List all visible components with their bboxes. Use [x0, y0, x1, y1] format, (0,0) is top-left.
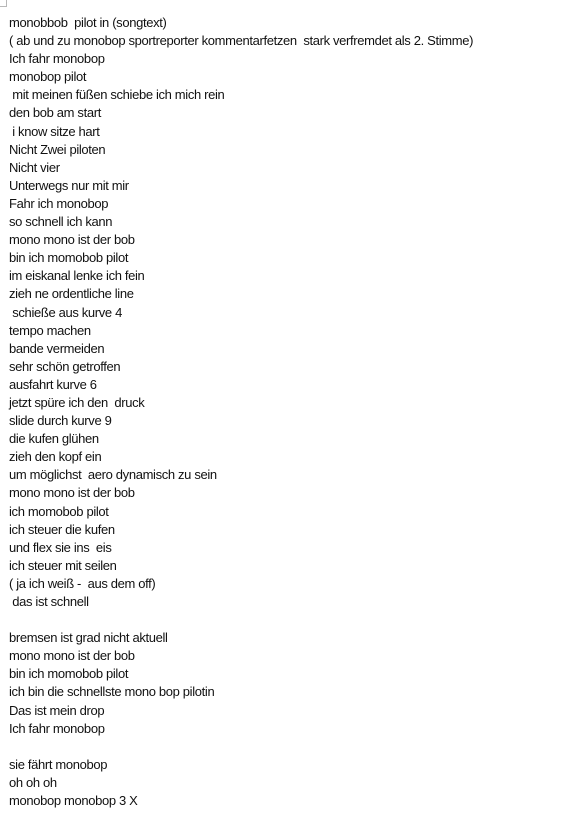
text-line: Ich fahr monobop	[9, 51, 105, 67]
text-line: sehr schön getroffen	[9, 358, 121, 374]
text-line: Ich fahr monobop	[9, 720, 105, 736]
text-line: ( ja ich weiß - aus dem off)	[9, 575, 156, 591]
lyrics-text-block[interactable]	[9, 14, 559, 810]
text-line: um möglichst aero dynamisch zu sein	[9, 467, 217, 483]
blank-line	[9, 738, 559, 756]
text-line: mono mono ist der bob	[9, 648, 135, 664]
text-line: ( ab und zu monobop sportreporter kommentarfetzen stark verfremdet als 2. Stimme)	[9, 33, 474, 49]
text-line: slide durch kurve 9	[9, 413, 112, 429]
text-line: den bob am start	[9, 105, 101, 121]
text-line: Fahr ich monobop	[9, 195, 109, 211]
text-line: so schnell ich kann	[9, 214, 113, 230]
text-line: monobop monobop 3 X	[9, 793, 138, 809]
text-line: Nicht Zwei piloten	[9, 141, 106, 157]
text-line: monobbob pilot in (songtext)	[9, 15, 167, 30]
text-line: tempo machen	[9, 322, 91, 338]
text-line: und flex sie ins eis	[9, 539, 112, 555]
text-line: Das ist mein drop	[9, 702, 105, 718]
text-line: schieße aus kurve 4	[9, 304, 122, 320]
text-line: Nicht vier	[9, 159, 60, 175]
text-line: sie fährt monobop	[9, 756, 108, 772]
text-line: im eiskanal lenke ich fein	[9, 268, 145, 284]
text-line: ich momobob pilot	[9, 503, 109, 519]
text-line: mono mono ist der bob	[9, 232, 135, 248]
text-line: ich steuer die kufen	[9, 521, 115, 537]
page-corner-mark	[0, 0, 7, 7]
text-line: bin ich momobob pilot	[9, 250, 129, 266]
text-line: bin ich momobob pilot	[9, 666, 129, 682]
text-line: ich steuer mit seilen	[9, 557, 117, 573]
text-line: jetzt spüre ich den druck	[9, 394, 145, 410]
text-line: zieh den kopf ein	[9, 449, 102, 465]
blank-line	[9, 611, 559, 629]
text-line: monobop pilot	[9, 69, 87, 85]
text-line: ich bin die schnellste mono bop pilotin	[9, 684, 215, 700]
text-line: bande vermeiden	[9, 340, 105, 356]
text-line: mono mono ist der bob	[9, 485, 135, 501]
text-line: bremsen ist grad nicht aktuell	[9, 630, 168, 646]
text-line: mit meinen füßen schiebe ich mich rein	[9, 87, 225, 103]
text-line: Unterwegs nur mit mir	[9, 177, 129, 193]
text-line: die kufen glühen	[9, 431, 99, 447]
text-line: ausfahrt kurve 6	[9, 376, 97, 392]
text-line: i know sitze hart	[9, 123, 100, 139]
text-line: das ist schnell	[9, 594, 89, 609]
text-line: zieh ne ordentliche line	[9, 286, 134, 302]
text-line: oh oh oh	[9, 774, 57, 790]
